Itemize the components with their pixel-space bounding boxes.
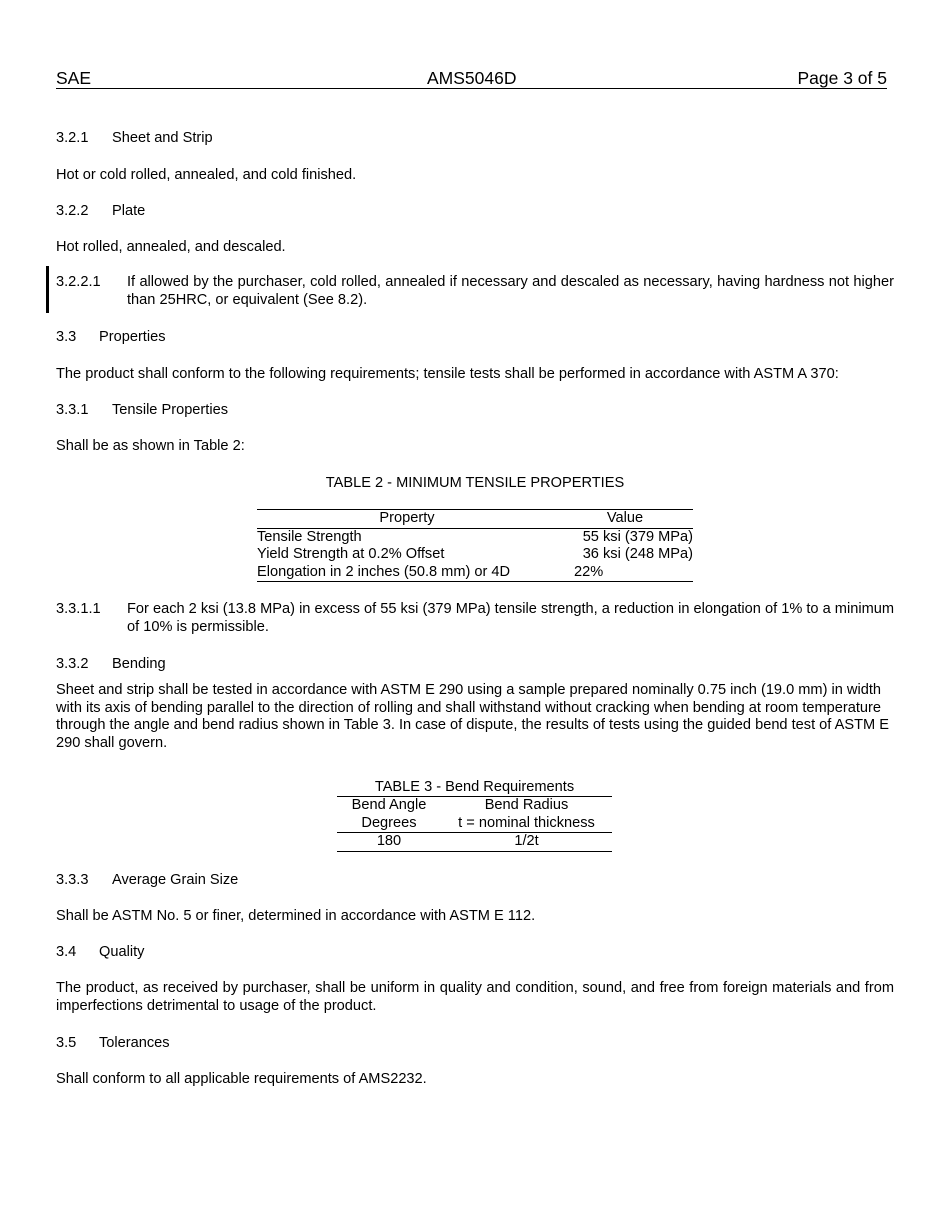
- paragraph-3-4: The product, as received by purchaser, shall be uniform in quality and condition, sound, and free from foreign materials and from imperfections detrimental to usage of the product.: [56, 980, 894, 1014]
- paragraph-3-3-1: Shall be as shown in Table 2:: [56, 438, 245, 454]
- section-title: Quality: [99, 944, 145, 960]
- heading-3-2-2: [56, 202, 145, 220]
- section-title: Tolerances: [99, 1035, 170, 1051]
- table-3-bend-requirements: [337, 796, 612, 852]
- heading-3-3: [56, 328, 166, 346]
- cell-bend-radius: 1/2t: [514, 833, 539, 850]
- cell-bend-angle: 180: [376, 833, 402, 850]
- paragraph-3-2-1: Hot or cold rolled, annealed, and cold finished.: [56, 167, 357, 183]
- table-3-caption: TABLE 3 - Bend Requirements: [374, 779, 575, 795]
- table-row: [257, 528, 693, 546]
- page-header: [56, 68, 887, 89]
- column-header-property: Property: [257, 510, 557, 529]
- revision-change-bar: [46, 266, 49, 313]
- heading-3-3-3: [56, 871, 238, 889]
- header-doc-id: AMS5046D: [427, 68, 517, 88]
- cell-property: Elongation in 2 inches (50.8 mm) or 4D: [257, 563, 511, 580]
- section-title: Plate: [112, 203, 146, 219]
- section-title: Average Grain Size: [112, 872, 239, 888]
- section-number: 3.2.2: [56, 203, 89, 219]
- heading-3-4: [56, 943, 144, 961]
- paragraph-3-3-3: Shall be ASTM No. 5 or finer, determined in accordance with ASTM E 112.: [56, 908, 536, 924]
- paragraph-3-3: The product shall conform to the following requirements; tensile tests shall be performed in accordance with ASTM A 370:: [56, 366, 839, 382]
- section-title: Properties: [99, 329, 166, 345]
- section-title: Tensile Properties: [112, 402, 228, 418]
- table-row: [257, 564, 693, 582]
- section-body: If allowed by the purchaser, cold rolled, annealed if necessary and descaled as necessary, having hardness not higher than 25HRC, or equivalent (See 8.2).: [127, 274, 894, 308]
- section-number: 3.3.1: [56, 402, 89, 418]
- column-header-bend-angle: Bend Angle: [351, 797, 427, 813]
- paragraph-3-2-2-1: [56, 274, 894, 309]
- column-subheader-thickness: t = nominal thickness: [441, 815, 612, 833]
- section-number: 3.3: [56, 329, 77, 345]
- section-body: For each 2 ksi (13.8 MPa) in excess of 55 ksi (379 MPa) tensile strength, a reduction in elongation of 1% to a minimum of 10% is permissible.: [127, 601, 894, 635]
- section-number: 3.2.1: [56, 130, 89, 146]
- paragraph-3-3-1-1: [56, 601, 894, 636]
- column-subheader-degrees: Degrees: [337, 815, 441, 833]
- section-title: Sheet and Strip: [112, 130, 213, 146]
- cell-value: 36 ksi (248 MPa): [582, 546, 693, 563]
- section-number: 3.3.3: [56, 872, 89, 888]
- section-title: Bending: [112, 656, 166, 672]
- header-page-number: Page 3 of 5: [797, 68, 887, 88]
- section-number: 3.4: [56, 944, 77, 960]
- table-header-row: [337, 797, 612, 815]
- section-number: 3.2.2.1: [56, 274, 101, 290]
- cell-value: 55 ksi (379 MPa): [582, 528, 693, 545]
- table-2-tensile-properties: [257, 509, 693, 582]
- heading-3-3-1: [56, 401, 228, 419]
- section-number: 3.3.2: [56, 656, 89, 672]
- heading-3-5: [56, 1034, 170, 1052]
- table-row: [337, 833, 612, 852]
- paragraph-3-5: Shall conform to all applicable requirements of AMS2232.: [56, 1071, 427, 1087]
- cell-property: Tensile Strength: [257, 528, 362, 545]
- header-org: SAE: [56, 68, 92, 88]
- table-header-row: [337, 815, 612, 833]
- table-row: [257, 546, 693, 564]
- column-header-bend-radius: Bend Radius: [484, 797, 569, 813]
- paragraph-3-3-2: Sheet and strip shall be tested in accordance with ASTM E 290 using a sample prepared nominally 0.75 inch (19.0 mm) in width with its axis of bending parallel to the direction of rolling and shall withstand without cracking when bending at room temperature through the angle and bend radius shown in Table 3. In case of dispute, the results of tests using the guided bend test of ASTM E 290 shall govern.: [56, 682, 889, 752]
- cell-property: Yield Strength at 0.2% Offset: [257, 546, 445, 563]
- paragraph-3-2-2: Hot rolled, annealed, and descaled.: [56, 239, 286, 255]
- column-header-value: Value: [557, 510, 693, 529]
- table-header-row: [257, 510, 693, 529]
- heading-3-3-2: [56, 655, 166, 673]
- heading-3-2-1: [56, 129, 213, 147]
- section-number: 3.5: [56, 1035, 77, 1051]
- table-2-caption: TABLE 2 - MINIMUM TENSILE PROPERTIES: [325, 475, 625, 491]
- section-number: 3.3.1.1: [56, 601, 101, 617]
- cell-value: 22%: [574, 563, 604, 580]
